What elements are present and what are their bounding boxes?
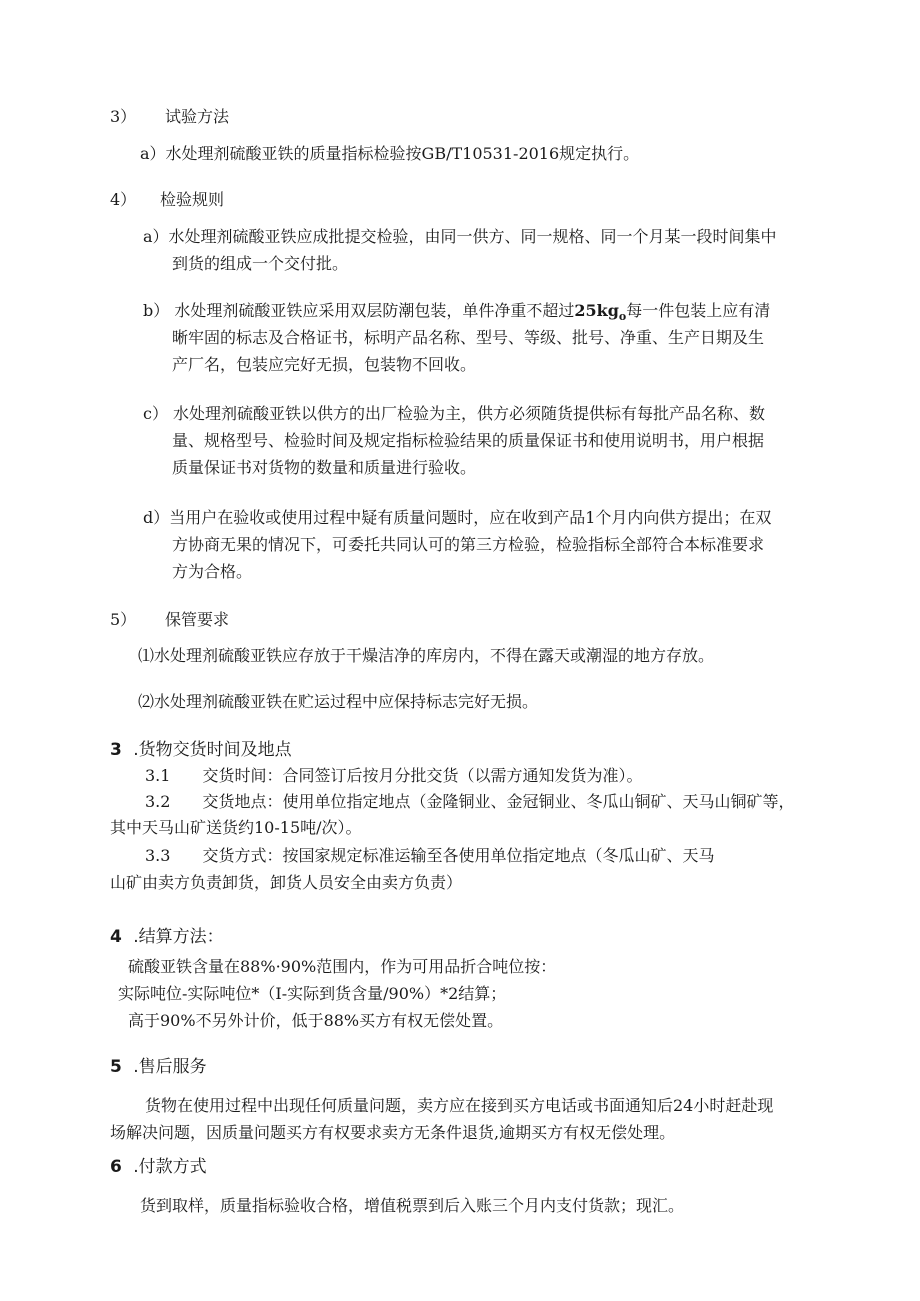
paragraph-line: 产厂名，包装应完好无损，包装物不回收。	[172, 355, 477, 374]
subscript-mark: o	[618, 310, 627, 324]
subsection-title: 保管要求	[165, 610, 230, 629]
paragraph-line: 硫酸亚铁含量在88%·90%范围内，作为可用品折合吨位按：	[128, 957, 557, 976]
paragraph-line: 晰牢固的标志及合格证书，标明产品名称、型号、等级、批号、净重、生产日期及生	[172, 328, 765, 347]
paragraph-line: 货物在使用过程中出现任何质量问题，卖方应在接到买方电话或书面通知后24小时赶赴现	[145, 1096, 774, 1115]
paragraph-line: ⑵水处理剂硫酸亚铁在贮运过程中应保持标志完好无损。	[138, 692, 539, 711]
paragraph-line: 质量保证书对货物的数量和质量进行验收。	[172, 458, 477, 477]
paragraph-line: 高于90%不另外计价，低于88%买方有权无偿处置。	[128, 1011, 504, 1030]
section-heading	[110, 927, 224, 947]
section-title: .付款方式	[133, 1157, 207, 1177]
paragraph-line: 场解决问题，因质量问题买方有权要求卖方无条件退货,逾期买方有权无偿处理。	[110, 1123, 676, 1142]
section-heading	[110, 1157, 207, 1177]
paragraph-line: 到货的组成一个交付批。	[172, 254, 349, 273]
paragraph-line: 3.3 交货方式：按国家规定标准运输至各使用单位指定地点（冬瓜山矿、天马	[145, 846, 715, 865]
paragraph-line: 方为合格。	[172, 562, 253, 581]
section-number: 3	[110, 740, 122, 760]
subsection-number: 4）	[110, 190, 137, 209]
paragraph-line: 方协商无果的情况下，可委托共同认可的第三方检验，检验指标全部符合本标准要求	[172, 535, 765, 554]
section-heading	[110, 1057, 207, 1077]
paragraph-line: a）水处理剂硫酸亚铁应成批提交检验，由同一供方、同一规格、同一个月某一段时间集中	[143, 227, 777, 246]
paragraph-line: 山矿由卖方负责卸货，卸货人员安全由卖方负责）	[110, 873, 463, 892]
text-run: b） 水处理剂硫酸亚铁应采用双层防潮包装，单件净重不超过	[143, 301, 575, 320]
paragraph-line: 量、规格型号、检验时间及规定指标检验结果的质量保证书和使用说明书，用户根据	[172, 431, 765, 450]
text-run: 每一件包装上应有清	[626, 301, 771, 320]
paragraph-line: ⑴水处理剂硫酸亚铁应存放于干燥洁净的库房内，不得在露天或潮湿的地方存放。	[138, 646, 715, 665]
paragraph-line: c） 水处理剂硫酸亚铁以供方的出厂检验为主，供方必须随货提供标有每批产品名称、数	[143, 404, 766, 423]
paragraph-line: 3.2 交货地点：使用单位指定地点（金隆铜业、金冠铜业、冬瓜山铜矿、天马山铜矿等，	[145, 792, 795, 811]
paragraph-line: 其中天马山矿送货约10-15吨/次）。	[110, 818, 362, 837]
section-title: .结算方法：	[133, 927, 224, 947]
subsection-title: 检验规则	[160, 190, 225, 209]
section-heading	[110, 740, 292, 760]
subsection-number: 5）	[110, 610, 137, 629]
paragraph-line: 实际吨位-实际吨位*（I-实际到货含量/90%）*2结算；	[118, 984, 507, 1003]
section-number: 5	[110, 1057, 122, 1077]
section-number: 4	[110, 927, 122, 947]
subsection-number: 3）	[110, 107, 137, 126]
paragraph-line: 3.1 交货时间：合同签订后按月分批交货（以需方通知发货为准）。	[145, 766, 643, 785]
paragraph-line: d）当用户在验收或使用过程中疑有质量问题时，应在收到产品1个月内向供方提出；在双	[143, 508, 772, 527]
section-title: .货物交货时间及地点	[133, 740, 292, 760]
paragraph-line: 货到取样，质量指标验收合格，增值税票到后入账三个月内支付货款；现汇。	[140, 1196, 685, 1215]
section-number: 6	[110, 1157, 122, 1177]
section-title: .售后服务	[133, 1057, 207, 1077]
subsection-title: 试验方法	[165, 107, 230, 126]
paragraph-line	[143, 301, 770, 327]
weight-value: 25kg	[574, 301, 619, 320]
paragraph-line: a）水处理剂硫酸亚铁的质量指标检验按GB/T10531-2016规定执行。	[140, 144, 640, 163]
